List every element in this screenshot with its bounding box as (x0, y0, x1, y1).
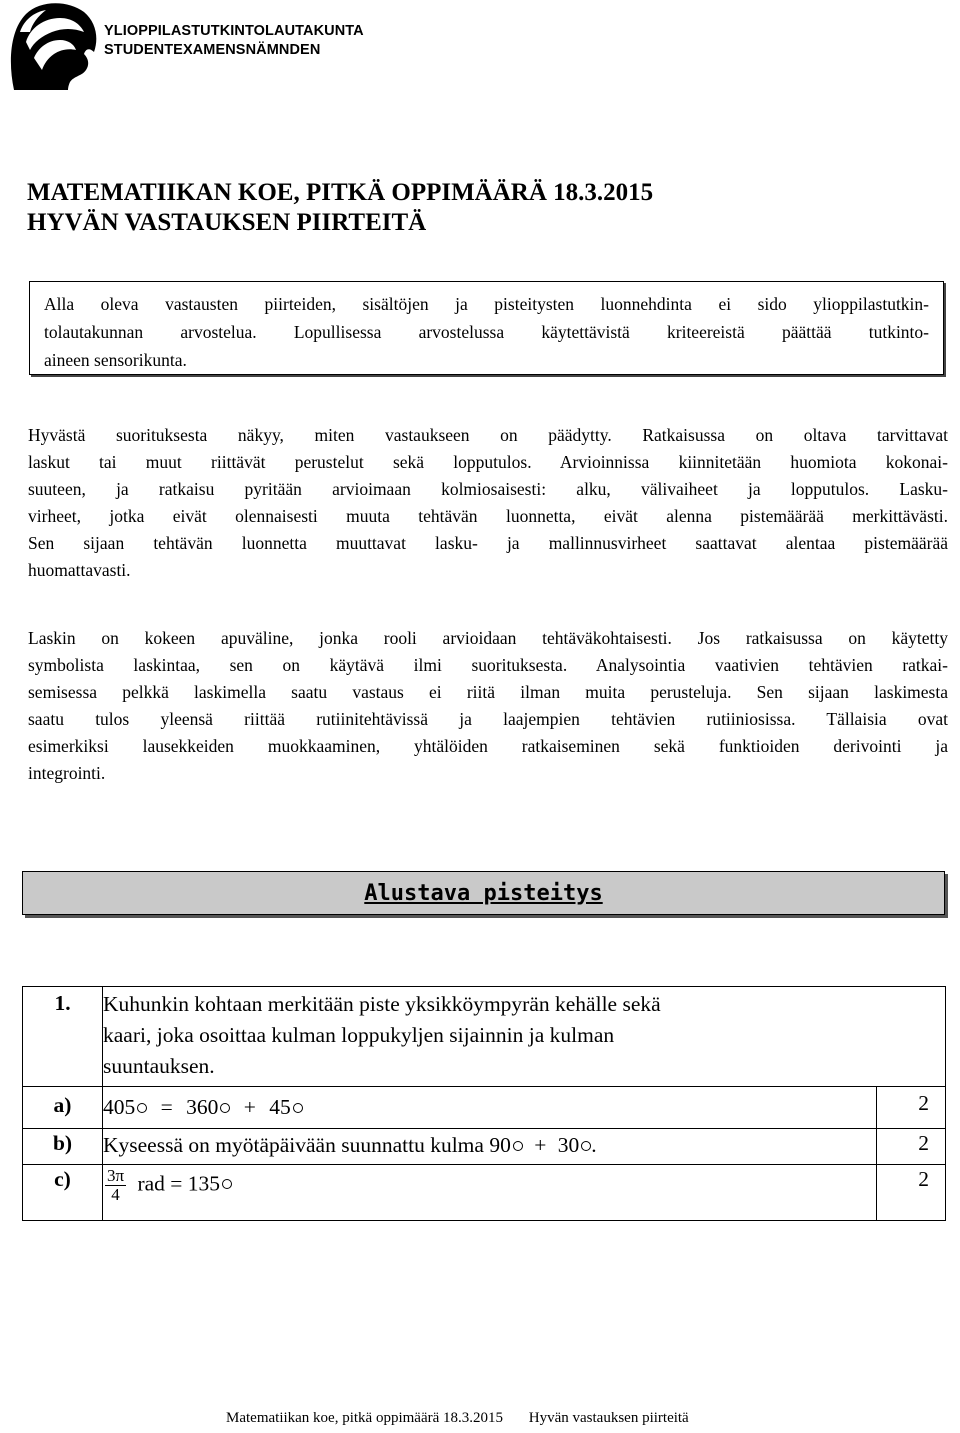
degree-icon (513, 1141, 523, 1151)
org-name-finnish: YLIOPPILASTUTKINTOLAUTAKUNTA (104, 23, 364, 39)
plus-sign: + (243, 1095, 256, 1119)
fraction (105, 1167, 126, 1204)
answer-text: rad = 135 (137, 1171, 221, 1196)
fraction-numerator: 3π (107, 1166, 125, 1185)
org-name-swedish: STUDENTEXAMENSNÄMNDEN (104, 42, 321, 58)
period: . (591, 1133, 597, 1157)
angle-value: 45 (269, 1095, 291, 1119)
title-line-1: MATEMATIIKAN KOE, PITKÄ OPPIMÄÄRÄ 18.3.2015 (27, 179, 654, 206)
helmeted-head-logo-icon (4, 2, 99, 92)
degree-icon (581, 1141, 591, 1151)
title-line-2: HYVÄN VASTAUKSEN PIIRTEITÄ (27, 209, 427, 236)
organization-name (104, 22, 364, 60)
disclaimer-line: aineen sensorikunta. (44, 350, 187, 370)
angle-value: 90 (489, 1133, 511, 1157)
subtask-label: c) (23, 1165, 103, 1221)
angle-value: 360 (186, 1095, 219, 1119)
table-row (23, 987, 946, 1087)
paragraph-line: symbolista laskintaa, sen on käytävä ilmi suorituksesta. Analysointia vaativien tehtävien ratkai- (28, 655, 948, 675)
table-row (23, 1165, 946, 1221)
paragraph-line: laskut tai muut riittävät perustelut sekä lopputulos. Arvioinnissa kiinnitetään huomiota kokonai- (28, 452, 948, 472)
fraction-denominator: 4 (111, 1185, 120, 1204)
task-intro (103, 987, 946, 1087)
page-title (27, 178, 653, 238)
footer-right: Hyvän vastauksen piirteitä (528, 1410, 689, 1426)
section-title: Alustava pisteitys (364, 880, 603, 906)
subtask-b-answer (103, 1129, 877, 1165)
subtask-label: b) (23, 1129, 103, 1165)
paragraph-line: suuteen, ja ratkaisu pyritään arvioimaan kolmiosaisesti: alku, välivaiheet ja lopputulos. Lasku- (28, 479, 948, 499)
answer-text: Kyseessä on myötäpäivään suunnattu kulma (103, 1133, 484, 1157)
table-row (23, 1087, 946, 1129)
page-footer (226, 1410, 711, 1427)
disclaimer-line: tolautakunnan arvostelua. Lopullisessa arvostelussa käytettävistä kriteereistä päättää tutkinto- (44, 322, 929, 342)
task-intro-line: kaari, joka osoittaa kulman loppukyljen sijainnin ja kulman (103, 1023, 615, 1047)
table-row (23, 1129, 946, 1165)
paragraph-calculator (28, 625, 948, 787)
paragraph-line: Laskin on kokeen apuväline, jonka rooli arvioidaan tehtäväkohtaisesti. Jos ratkaisussa on käytetty (28, 628, 948, 648)
paragraph-line: Hyvästä suorituksesta näkyy, miten vastaukseen on päädytty. Ratkaisussa on oltava tarvittavat (28, 425, 948, 445)
paragraph-line: saatu tulos yleensä riittää rutiinitehtävissä ja laajempien tehtävien rutiiniosissa. Tällaisia ovat (28, 709, 948, 729)
subtask-points: 2 (877, 1087, 946, 1129)
paragraph-line: esimerkiksi lausekkeiden muokkaaminen, yhtälöiden ratkaiseminen sekä funktioiden derivointi ja (28, 736, 948, 756)
degree-icon (220, 1103, 230, 1113)
section-banner (22, 871, 945, 915)
degree-icon (293, 1103, 303, 1113)
subtask-label: a) (23, 1087, 103, 1129)
disclaimer-box (29, 281, 944, 375)
degree-icon (137, 1103, 147, 1113)
angle-value: 30 (557, 1133, 580, 1157)
paragraph-line: Sen sijaan tehtävän luonnetta muuttavat lasku- ja mallinnusvirheet saattavat alentaa pistemäärää (28, 533, 948, 553)
angle-value: 405 (103, 1095, 136, 1119)
footer-left: Matematiikan koe, pitkä oppimäärä 18.3.2015 (226, 1410, 504, 1426)
paragraph-line: virheet, jotka eivät olennaisesti muuta tehtävän luonnetta, eivät alenna pistemäärää merkittävästi. (28, 506, 948, 526)
plus-sign: + (534, 1133, 547, 1157)
task-intro-line: Kuhunkin kohtaan merkitään piste yksikköympyrän kehälle sekä (103, 992, 661, 1016)
subtask-points: 2 (877, 1129, 946, 1165)
task-number: 1. (23, 987, 103, 1087)
subtask-a-answer (103, 1087, 877, 1129)
scoring-table (22, 986, 946, 1221)
paragraph-good-answer (28, 422, 948, 584)
paragraph-line: semisessa pelkkä laskimella saatu vastaus ei riitä ilman muita perusteluja. Sen sijaan laskimesta (28, 682, 948, 702)
degree-icon (222, 1179, 232, 1189)
equals-sign: = (160, 1095, 173, 1119)
subtask-c-answer (103, 1165, 877, 1221)
task-intro-line: suuntauksen. (103, 1054, 215, 1078)
subtask-points: 2 (877, 1165, 946, 1221)
paragraph-line: integrointi. (28, 763, 106, 783)
disclaimer-line: Alla oleva vastausten piirteiden, sisältöjen ja pisteitysten luonnehdinta ei sido ylioppilastutkin- (44, 294, 929, 314)
paragraph-line: huomattavasti. (28, 560, 131, 580)
